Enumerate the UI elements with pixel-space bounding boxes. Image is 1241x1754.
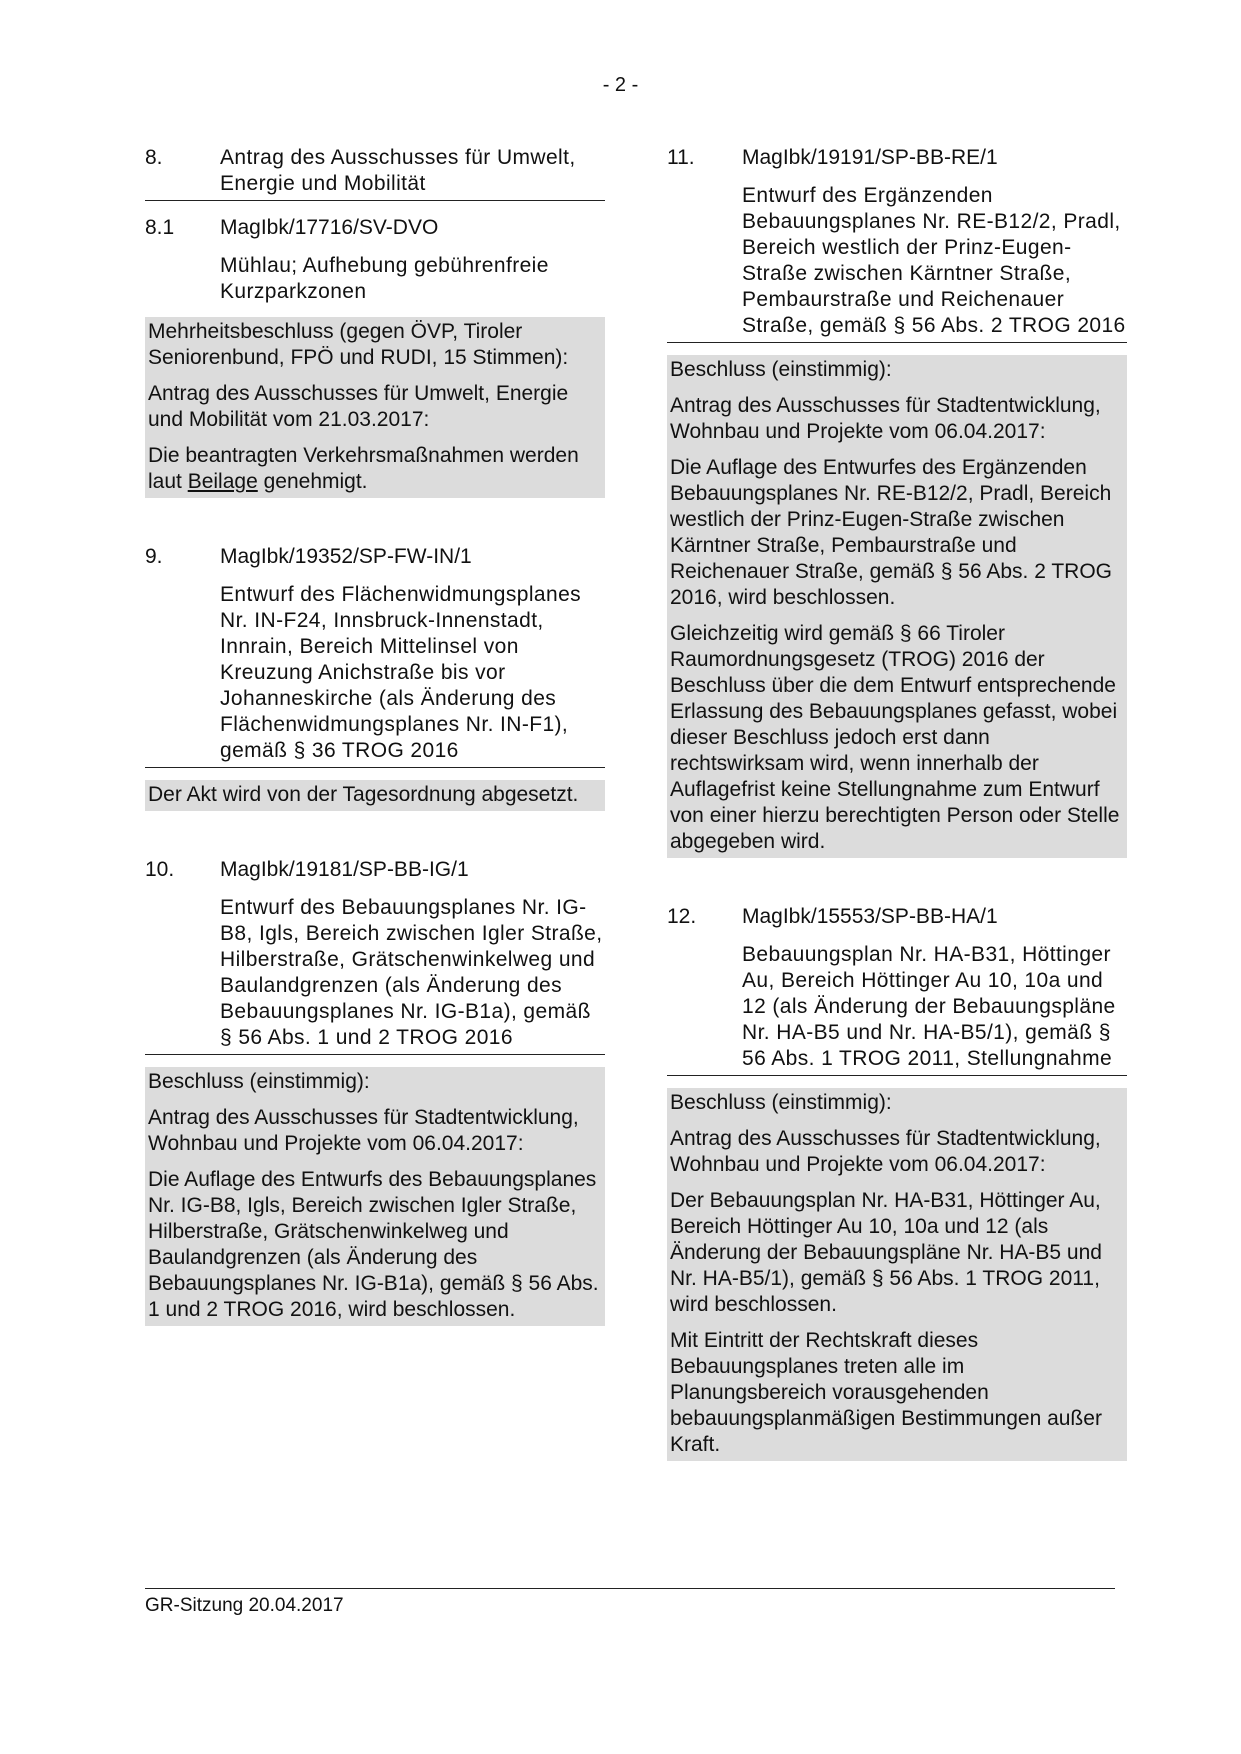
item-description: Mühlau; Aufhebung gebührenfreie Kurzparkzonen [220, 254, 549, 303]
decision-box-12 [667, 1088, 1127, 1461]
agenda-item-8-1-heading [145, 215, 605, 241]
item-number: 8. [145, 146, 163, 169]
decision-label: Beschluss (einstimmig): [670, 1091, 892, 1114]
item-reference: MagIbk/17716/SV-DVO [220, 216, 439, 239]
result-text: Die Auflage des Entwurfs des Bebauungsplanes Nr. IG-B8, Igls, Bereich zwischen Igler Straße, Hilberstraße, Grätschenwinkelweg und Baulandgrenzen (als Änderung des Bebauungsplanes Nr. IG-B1a), gemäß § 56 Abs. 1 und 2 TROG 2016, wird beschlossen. [148, 1168, 599, 1321]
agenda-item-10-heading [145, 857, 605, 883]
item-reference: MagIbk/15553/SP-BB-HA/1 [742, 905, 998, 928]
result-text: Die beantragten Verkehrsmaßnahmen werden laut Beilage genehmigt. [148, 444, 579, 493]
item-number: 8.1 [145, 216, 175, 239]
motion-text: Antrag des Ausschusses für Stadtentwicklung, Wohnbau und Projekte vom 06.04.2017: [148, 1106, 579, 1155]
decision-box-10 [145, 1067, 605, 1326]
motion-text: Antrag des Ausschusses für Stadtentwicklung, Wohnbau und Projekte vom 06.04.2017: [670, 1127, 1101, 1176]
item-title: Antrag des Ausschusses für Umwelt, Energie und Mobilität [220, 146, 576, 195]
left-column [145, 145, 605, 1326]
item-number: 11. [667, 146, 695, 169]
agenda-item-11-heading [667, 145, 1127, 171]
item-description: Entwurf des Ergänzenden Bebauungsplanes Nr. RE-B12/2, Pradl, Bereich westlich der Prinz-Eugen-Straße zwischen Kärntner Straße, Pembaurstraße und Reichenauer Straße, gemäß § 56 Abs. 2 TROG 2016 [667, 183, 1127, 343]
result-text-2: Gleichzeitig wird gemäß § 66 Tiroler Raumordnungsgesetz (TROG) 2016 der Beschluss über die dem Entwurf entsprechende Erlassung des Bebauungsplanes gefasst, wobei dieser Beschluss jedoch erst dann rechtswirksam wird, wenn innerhalb der Auflagefrist keine Stellungnahme zum Entwurf von einer hierzu berechtigten Person oder Stelle abgegeben wird. [670, 622, 1120, 853]
result-text: Der Bebauungsplan Nr. HA-B31, Höttinger Au, Bereich Höttinger Au 10, 10a und 12 (als Änderung der Bebauungspläne Nr. HA-B5 und Nr. HA-B5/1), gemäß § 56 Abs. 1 TROG 2011, wird beschlossen. [670, 1189, 1102, 1316]
motion-text: Antrag des Ausschusses für Stadtentwicklung, Wohnbau und Projekte vom 06.04.2017: [670, 394, 1101, 443]
item-number: 10. [145, 858, 175, 881]
agenda-item-12-heading [667, 904, 1127, 930]
item-description: Entwurf des Flächenwidmungsplanes Nr. IN-F24, Innsbruck-Innenstadt, Innrain, Bereich Mittelinsel von Kreuzung Anichstraße bis vor Johanneskirche (als Änderung des Flächenwidmungsplanes Nr. IN-F1), gemäß § 36 TROG 2016 [145, 582, 605, 768]
result-text: Die Auflage des Entwurfes des Ergänzenden Bebauungsplanes Nr. RE-B12/2, Pradl, Bereich westlich der Prinz-Eugen-Straße zwischen Kärntner Straße, Pembaurstraße und Reichenauer Straße, gemäß § 56 Abs. 2 TROG 2016, wird beschlossen. [670, 456, 1112, 609]
decision-box-11 [667, 355, 1127, 858]
item-reference: MagIbk/19191/SP-BB-RE/1 [742, 146, 998, 169]
agenda-item-8-heading [145, 145, 605, 201]
page-number: - 2 - [602, 74, 639, 96]
item-reference: MagIbk/19181/SP-BB-IG/1 [220, 858, 469, 881]
decision-box-9 [145, 780, 605, 811]
item-number: 12. [667, 905, 697, 928]
item-reference: MagIbk/19352/SP-FW-IN/1 [220, 545, 472, 568]
result-text-2: Mit Eintritt der Rechtskraft dieses Bebauungsplanes treten alle im Planungsbereich vorausgehenden bebauungsplanmäßigen Bestimmungen außer Kraft. [670, 1329, 1102, 1456]
right-column [667, 145, 1127, 1461]
result-text: Der Akt wird von der Tagesordnung abgesetzt. [148, 783, 579, 806]
page-footer: GR-Sitzung 20.04.2017 [145, 1588, 1115, 1617]
decision-label: Beschluss (einstimmig): [148, 1070, 370, 1093]
beilage-link[interactable]: Beilage [187, 470, 258, 493]
item-description: Entwurf des Bebauungsplanes Nr. IG-B8, Igls, Bereich zwischen Igler Straße, Hilberstraße, Grätschenwinkelweg und Baulandgrenzen (als Änderung des Bebauungsplanes Nr. IG-B1a), gemäß § 56 Abs. 1 und 2 TROG 2016 [145, 895, 605, 1055]
item-description: Bebauungsplan Nr. HA-B31, Höttinger Au, Bereich Höttinger Au 10, 10a und 12 (als Änderung der Bebauungspläne Nr. HA-B5 und Nr. HA-B5/1), gemäß § 56 Abs. 1 TROG 2011, Stellungnahme [667, 942, 1127, 1076]
decision-box-8-1 [145, 317, 605, 498]
motion-text: Antrag des Ausschusses für Umwelt, Energie und Mobilität vom 21.03.2017: [148, 382, 569, 431]
item-number: 9. [145, 545, 163, 568]
decision-label: Mehrheitsbeschluss (gegen ÖVP, Tiroler Seniorenbund, FPÖ und RUDI, 15 Stimmen): [148, 320, 569, 369]
agenda-item-9-heading [145, 544, 605, 570]
decision-label: Beschluss (einstimmig): [670, 358, 892, 381]
